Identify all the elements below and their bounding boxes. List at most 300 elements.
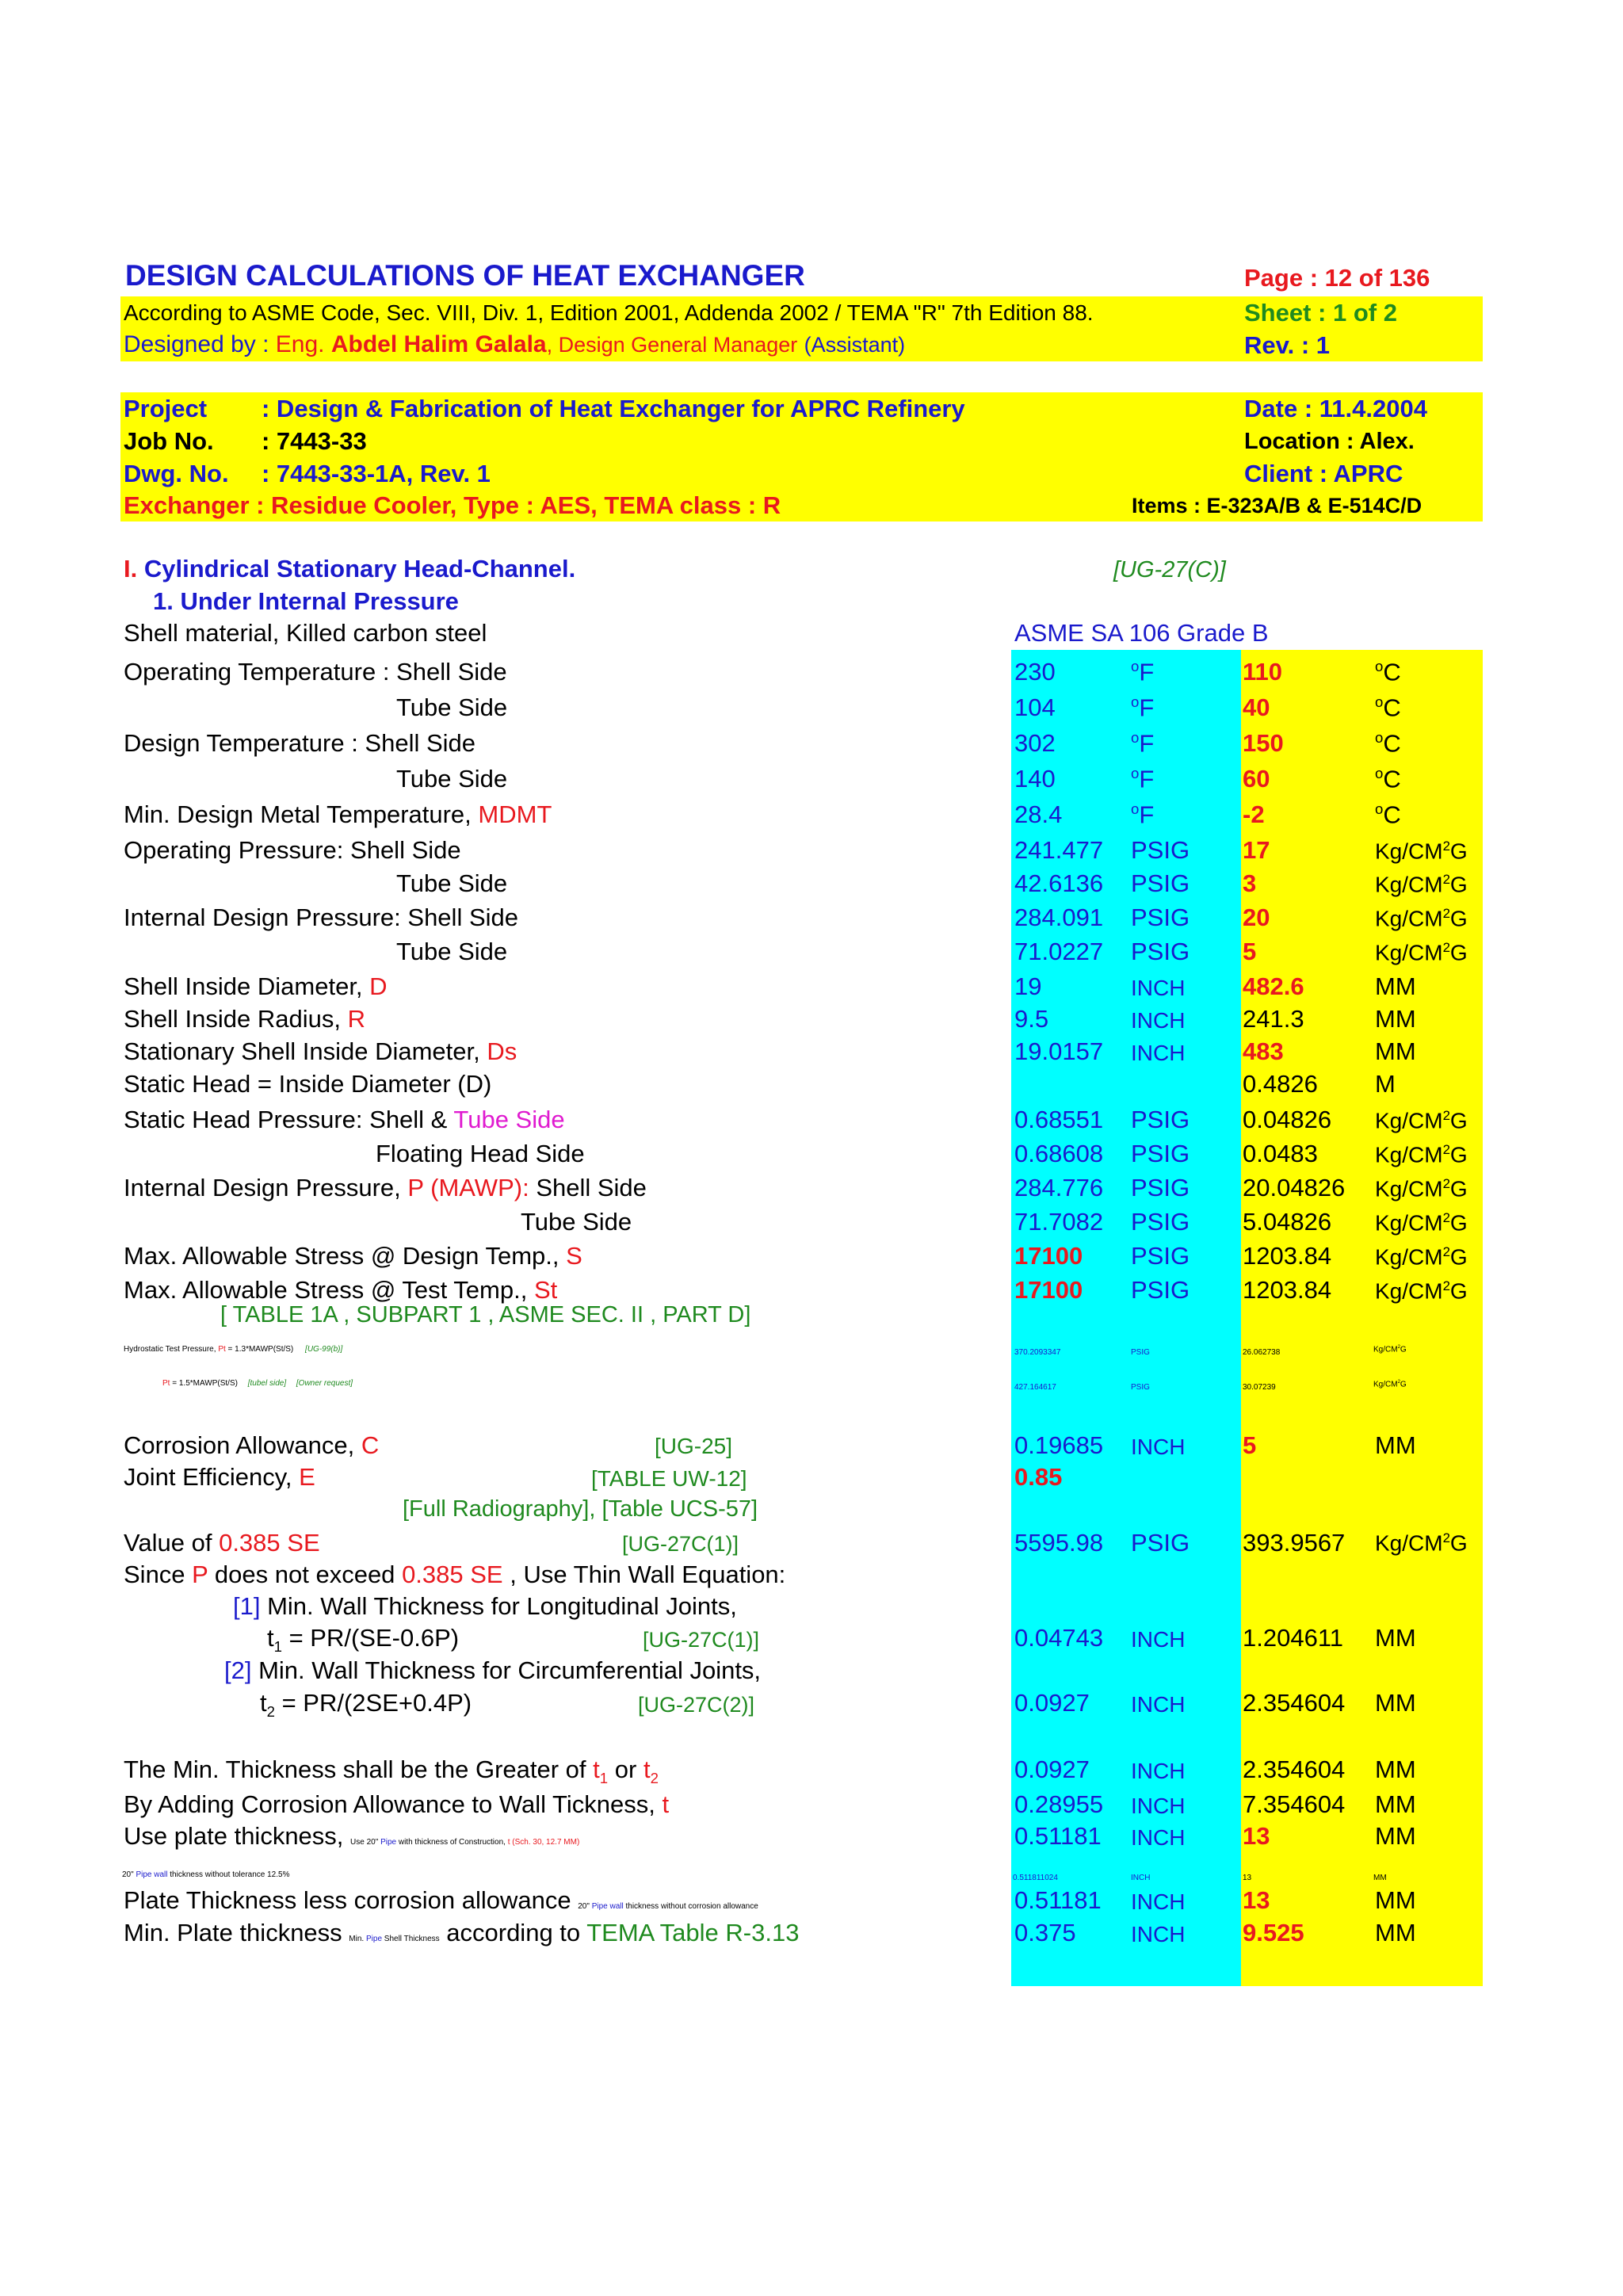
row-value-imperial-text: 0.68608 <box>1014 1140 1104 1167</box>
date-label: Date <box>1244 395 1298 422</box>
row-value-metric-text: -2 <box>1243 800 1265 828</box>
row-value-imperial-text: 19.0157 <box>1014 1037 1104 1065</box>
date-value: : 11.4.2004 <box>1304 395 1427 422</box>
row-value-metric <box>1243 836 1270 865</box>
row-value-metric <box>1243 765 1270 793</box>
row-unit-metric-text: Kg/CM <box>1375 1142 1443 1167</box>
row-label-tube-side: Tube Side <box>453 1106 565 1133</box>
hydro-v1a: 370.2093347 <box>1014 1348 1061 1357</box>
use-plate-u1: INCH <box>1131 1825 1186 1850</box>
row-label-text: Tube Side <box>396 938 508 965</box>
circ-num: [2] <box>224 1656 252 1684</box>
row-unit-imperial-text: PSIG <box>1131 904 1190 931</box>
row-label <box>124 1276 557 1305</box>
row-unit-metric-text: C <box>1383 693 1401 722</box>
dwg-value: : 7443-33-1A, Rev. 1 <box>262 460 491 487</box>
row-unit-metric: $Kg/CM^2G$ <box>1375 872 1468 897</box>
t2-eq: = PR/(2SE+0.4P) <box>281 1689 472 1717</box>
value-se-text: Value of <box>124 1529 212 1557</box>
client-label: Client <box>1244 460 1313 487</box>
row-unit-metric: $Kg/CM^2G$ <box>1375 940 1468 965</box>
row-unit-metric: $Kg/CM^2G$ <box>1375 1210 1468 1236</box>
row-label <box>124 1037 517 1066</box>
less-corr-v2: 13 <box>1243 1886 1270 1914</box>
circumferential-line <box>224 1656 761 1685</box>
t1-ref: [UG-27C(1)] <box>643 1628 760 1652</box>
row-unit-imperial <box>1131 1106 1190 1134</box>
row-value-imperial-text: 241.477 <box>1014 836 1104 864</box>
row-unit-metric-text: Kg/CM <box>1375 1244 1443 1270</box>
row-label <box>396 869 507 898</box>
corrosion-u2: MM <box>1375 1431 1416 1459</box>
less-corr-note-a: 20" <box>578 1902 590 1911</box>
row-value-metric <box>1243 1174 1345 1202</box>
hydro-v1b: 26.062738 <box>1243 1348 1281 1357</box>
min-plate-u2: MM <box>1375 1919 1416 1946</box>
row-label <box>124 800 552 829</box>
hydro-u1a: PSIG <box>1131 1348 1150 1357</box>
t1-v2: 1.204611 <box>1243 1624 1343 1652</box>
row-label-text: Tube Side <box>396 869 508 897</box>
row-label <box>396 765 507 793</box>
row-unit-imperial-text: PSIG <box>1131 938 1190 965</box>
adding-text: By Adding Corrosion Allowance to Wall Tickness, <box>124 1790 655 1818</box>
corrosion-text: Corrosion Allowance, <box>124 1431 355 1459</box>
row-label-symbol: D <box>369 972 388 1000</box>
row-value-imperial-text: 17100 <box>1014 1242 1083 1270</box>
pipe-wall-u2: MM <box>1373 1874 1387 1882</box>
sheet-value: : 1 of 2 <box>1318 299 1397 327</box>
row-unit-imperial-text: PSIG <box>1131 1242 1190 1270</box>
section-ref: [UG-27(C)] <box>1113 557 1226 583</box>
row-value-imperial <box>1014 1106 1103 1134</box>
row-label-text: Stationary Shell Inside Diameter, <box>124 1037 480 1065</box>
row-value-imperial <box>1014 972 1041 1001</box>
row-unit-imperial <box>1131 976 1185 1001</box>
row-value-metric <box>1243 800 1265 829</box>
row-label <box>124 836 461 865</box>
use-plate-v2: 13 <box>1243 1822 1270 1850</box>
row-value-imperial <box>1014 765 1056 793</box>
min-plate-tema: TEMA Table R-3.13 <box>586 1919 800 1946</box>
row-value-metric <box>1243 972 1304 1001</box>
joint-ref: [TABLE UW-12] <box>591 1466 747 1491</box>
client-value: : APRC <box>1319 460 1403 487</box>
min-plate-line <box>124 1919 799 1947</box>
since-a: Since <box>124 1561 185 1588</box>
pipe-wall-v2: 13 <box>1243 1874 1252 1882</box>
value-se-v2: 393.9567 <box>1243 1529 1346 1557</box>
row-unit-imperial-text: F <box>1139 729 1155 758</box>
adding-v2: 7.354604 <box>1243 1790 1346 1818</box>
greater-v2: 2.354604 <box>1243 1755 1346 1783</box>
date <box>1244 395 1427 423</box>
designed-eng: Eng. <box>275 331 325 357</box>
row-value-imperial-text: 0.68551 <box>1014 1106 1104 1133</box>
use-plate-text: Use plate thickness, <box>124 1822 344 1850</box>
row-label <box>124 904 518 932</box>
row-value-imperial <box>1014 693 1056 722</box>
hydro-u1b: $Kg/CM^2G$ <box>1373 1345 1407 1354</box>
row-value-imperial-text: 284.091 <box>1014 904 1104 931</box>
row-unit-metric: $Kg/CM^2G$ <box>1375 1108 1468 1133</box>
row-value-metric-text: 482.6 <box>1243 972 1304 1000</box>
use-plate-note-c: with thickness of Construction, <box>398 1838 506 1847</box>
row-unit-imperial <box>1131 1041 1185 1066</box>
pipe-wall-v1: 0.511811024 <box>1013 1874 1058 1882</box>
use-plate-note-b: Pipe <box>380 1838 397 1847</box>
row-label-text: Operating Temperature : Shell Side <box>124 658 507 686</box>
row-label-text: Min. Design Metal Temperature, <box>124 800 472 828</box>
row-value-metric-text: 5.04826 <box>1243 1208 1332 1236</box>
corrosion-label <box>124 1431 379 1460</box>
row-value-metric-text: 20 <box>1243 904 1270 931</box>
row-value-metric-text: 150 <box>1243 729 1284 757</box>
corrosion-v2: 5 <box>1243 1431 1257 1459</box>
hydro-u2b-text: Kg/CM <box>1373 1380 1398 1389</box>
row-value-imperial-text: 28.4 <box>1014 800 1063 828</box>
designed-prefix: Designed by : <box>124 331 269 357</box>
items-line: Items : E-323A/B & E-514C/D <box>1132 494 1423 518</box>
row-value-imperial-text: 19 <box>1014 972 1042 1000</box>
client <box>1244 460 1403 488</box>
hydro-v2b: 30.07239 <box>1243 1383 1276 1392</box>
row-unit-metric: $^o$C <box>1375 693 1401 722</box>
less-corr-line <box>124 1886 758 1915</box>
row-unit-imperial-text: INCH <box>1131 1041 1186 1065</box>
adding-u1: INCH <box>1131 1794 1186 1818</box>
row-unit-metric-text: MM <box>1375 1037 1416 1065</box>
row-value-imperial <box>1014 869 1103 898</box>
row-unit-imperial-text: PSIG <box>1131 836 1190 864</box>
t1-v1: 0.04743 <box>1014 1624 1104 1652</box>
min-plate-u1: INCH <box>1131 1922 1186 1946</box>
row-label <box>376 1140 585 1168</box>
section-title <box>124 555 575 583</box>
hydro-label: Hydrostatic Test Pressure, <box>124 1345 216 1354</box>
row-label-text: Static Head = Inside Diameter (D) <box>124 1070 492 1098</box>
less-corr-u1: INCH <box>1131 1889 1186 1914</box>
value-se-ref: [UG-27C(1)] <box>622 1532 739 1556</box>
less-corr-u2: MM <box>1375 1886 1416 1914</box>
row-unit-metric-text: C <box>1383 765 1401 793</box>
row-unit-imperial <box>1131 1208 1190 1236</box>
min-plate-v1: 0.375 <box>1014 1919 1076 1946</box>
less-corr-v1: 0.51181 <box>1014 1886 1102 1914</box>
less-corr-note-c: thickness without corrosion allowance <box>625 1902 758 1911</box>
revision <box>1244 331 1330 360</box>
row-value-imperial <box>1014 938 1103 966</box>
row-unit-metric: $Kg/CM^2G$ <box>1375 906 1468 931</box>
row-unit-imperial <box>1131 869 1190 898</box>
joint-v1: 0.85 <box>1014 1463 1063 1491</box>
row-unit-metric-text: Kg/CM <box>1375 940 1443 965</box>
rev-value: : 1 <box>1300 331 1330 359</box>
value-se-label <box>124 1529 320 1557</box>
row-unit-metric-text: Kg/CM <box>1375 872 1443 897</box>
hydro-u2b: $Kg/CM^2G$ <box>1373 1380 1407 1389</box>
row-value-imperial-text: 71.7082 <box>1014 1208 1104 1236</box>
t1-u1: INCH <box>1131 1627 1186 1652</box>
row-unit-imperial-text: F <box>1139 800 1155 829</box>
row-label-symbol: MDMT <box>478 800 552 828</box>
row-value-imperial-text: 284.776 <box>1014 1174 1104 1201</box>
joint-label <box>124 1463 315 1492</box>
row-unit-imperial <box>1131 1242 1190 1270</box>
joint-text: Joint Efficiency, <box>124 1463 292 1491</box>
row-label-text: Tube Side <box>521 1208 632 1236</box>
row-label-text: Shell Inside Diameter, <box>124 972 363 1000</box>
row-unit-imperial <box>1131 1174 1190 1202</box>
row-label <box>124 1174 647 1202</box>
row-unit-metric: $Kg/CM^2G$ <box>1375 839 1468 864</box>
material-value: ASME SA 106 Grade B <box>1014 619 1269 647</box>
greater-t2: t <box>643 1755 651 1783</box>
min-plate-note-c: Shell Thickness <box>384 1935 440 1943</box>
row-unit-metric-text: Kg/CM <box>1375 839 1443 864</box>
row-label <box>124 1005 365 1033</box>
project-value: : Design & Fabrication of Heat Exchanger for APRC Refinery <box>262 395 965 422</box>
row-value-imperial <box>1014 1005 1048 1033</box>
min-plate-tail: according to <box>446 1919 581 1946</box>
row-unit-imperial: $^o$F <box>1131 658 1155 686</box>
t1-equation: $t_1 = PR/(SE-0.6P)$ <box>267 1624 460 1656</box>
rev-label: Rev. <box>1244 331 1295 359</box>
circ-text: Min. Wall Thickness for Circumferential Joints, <box>258 1656 762 1684</box>
row-unit-imperial <box>1131 1008 1185 1033</box>
since-c: , Use Thin Wall Equation: <box>510 1561 786 1588</box>
row-unit-imperial-text: PSIG <box>1131 1276 1190 1304</box>
value-se-u1: PSIG <box>1131 1529 1190 1557</box>
since-line <box>124 1561 785 1589</box>
row-unit-imperial: $^o$F <box>1131 800 1155 829</box>
sheet-label: Sheet <box>1244 299 1312 327</box>
location: Location : Alex. <box>1244 429 1415 454</box>
pipe-wall-u1: INCH <box>1131 1874 1151 1882</box>
row-unit-metric-text: C <box>1383 800 1401 829</box>
designed-by <box>124 331 905 358</box>
since-b: does not exceed <box>214 1561 395 1588</box>
row-value-imperial <box>1014 836 1103 865</box>
value-se-u2-text: Kg/CM <box>1375 1530 1443 1556</box>
row-unit-metric-text: MM <box>1375 972 1416 1000</box>
row-value-metric-text: 40 <box>1243 693 1270 721</box>
row-unit-imperial <box>1131 1140 1190 1168</box>
row-label-text: Max. Allowable Stress @ Test Temp., <box>124 1276 528 1304</box>
row-unit-imperial-text: PSIG <box>1131 1140 1190 1167</box>
row-unit-imperial <box>1131 904 1190 932</box>
row-label-text: Floating Head Side <box>376 1140 585 1167</box>
row-unit-imperial: $^o$F <box>1131 729 1155 758</box>
job-value: : 7443-33 <box>262 427 367 455</box>
row-unit-metric: $Kg/CM^2G$ <box>1375 1176 1468 1201</box>
row-unit-imperial-text: PSIG <box>1131 1106 1190 1133</box>
longitudinal-line <box>233 1592 737 1621</box>
pipe-wall-line <box>122 1870 289 1879</box>
row-label-text: Shell Inside Radius, <box>124 1005 341 1033</box>
row-value-metric <box>1243 1208 1331 1236</box>
row-value-imperial-text: 42.6136 <box>1014 869 1104 897</box>
row-value-metric <box>1243 1037 1284 1066</box>
row-label-tail: Shell Side <box>536 1174 647 1201</box>
use-plate-v1: 0.51181 <box>1014 1822 1102 1850</box>
row-value-imperial-text: 71.0227 <box>1014 938 1104 965</box>
subsection-title: 1. Under Internal Pressure <box>153 587 459 615</box>
greater-t1: t <box>593 1755 600 1783</box>
greater-a: The Min. Thickness shall be the Greater of <box>124 1755 586 1783</box>
row-value-metric <box>1243 658 1282 686</box>
row-unit-imperial: $^o$F <box>1131 765 1155 793</box>
corrosion-u1: INCH <box>1131 1435 1186 1459</box>
greater-v1: 0.0927 <box>1014 1755 1090 1783</box>
project-label: Project <box>124 395 208 422</box>
row-value-imperial <box>1014 729 1056 758</box>
code-line: According to ASME Code, Sec. VIII, Div. 1, Edition 2001, Addenda 2002 / TEMA "R" 7th Edition 88. <box>124 300 1094 325</box>
row-label-text: Tube Side <box>396 765 508 793</box>
sheet-number <box>1244 299 1397 327</box>
job-label: Job No. <box>124 427 214 455</box>
row-value-metric-text: 5 <box>1243 938 1257 965</box>
designed-assist: (Assistant) <box>804 333 906 357</box>
row-value-imperial <box>1014 1037 1103 1066</box>
exchanger-line: Exchanger : Residue Cooler, Type : AES, TEMA class : R <box>124 491 781 519</box>
row-unit-imperial-text: F <box>1139 658 1155 686</box>
t2-v2: 2.354604 <box>1243 1689 1346 1717</box>
row-value-metric <box>1243 938 1256 966</box>
row-value-imperial <box>1014 800 1062 829</box>
min-plate-v2: 9.525 <box>1243 1919 1304 1946</box>
hydro-u2a: PSIG <box>1131 1383 1150 1392</box>
row-value-imperial-text: 9.5 <box>1014 1005 1049 1033</box>
hydro-v2a: 427.164617 <box>1014 1383 1056 1392</box>
row-value-metric <box>1243 869 1256 898</box>
row-value-metric-text: 3 <box>1243 869 1257 897</box>
row-value-imperial <box>1014 1140 1103 1168</box>
hydro2-ref2: [Owner request] <box>296 1379 353 1388</box>
row-label <box>124 729 475 758</box>
row-unit-metric <box>1375 1070 1396 1098</box>
t1-u2: MM <box>1375 1624 1416 1652</box>
row-value-metric <box>1243 1005 1304 1033</box>
min-plate-text: Min. Plate thickness <box>124 1919 342 1946</box>
row-unit-imperial-text: PSIG <box>1131 1208 1190 1236</box>
value-se-symbol: 0.385 SE <box>219 1529 320 1557</box>
row-value-imperial <box>1014 658 1056 686</box>
row-value-metric-text: 110 <box>1243 658 1283 686</box>
radiography-ref: [Full Radiography], [Table UCS-57] <box>403 1496 758 1522</box>
row-value-metric-text: 1203.84 <box>1243 1242 1332 1270</box>
row-value-metric-text: 60 <box>1243 765 1270 793</box>
row-label-symbol: P (MAWP): <box>407 1174 529 1201</box>
joint-symbol: E <box>299 1463 315 1491</box>
use-plate-note-a: Use 20" <box>350 1838 379 1847</box>
less-corr-note-b: Pipe wall <box>591 1902 624 1911</box>
hydro2-pt: Pt <box>162 1379 170 1388</box>
use-plate-note-d: t (Sch. 30, 12.7 MM) <box>507 1838 580 1847</box>
row-unit-metric: $^o$C <box>1375 729 1401 758</box>
adding-t: t <box>662 1790 670 1818</box>
adding-v1: 0.28955 <box>1014 1790 1104 1818</box>
doc-title: DESIGN CALCULATIONS OF HEAT EXCHANGER <box>125 259 805 292</box>
row-value-metric <box>1243 1276 1331 1305</box>
row-unit-imperial-text: INCH <box>1131 1008 1186 1033</box>
row-unit-metric-text: Kg/CM <box>1375 1278 1443 1304</box>
row-label-symbol: St <box>533 1276 558 1304</box>
row-value-metric <box>1243 1140 1318 1168</box>
row-label-text: Static Head Pressure: Shell & <box>124 1106 448 1133</box>
row-unit-metric-text: Kg/CM <box>1375 1108 1443 1133</box>
use-plate-line <box>124 1822 579 1851</box>
hydro-eq: = 1.3*MAWP(St/S) <box>227 1345 294 1354</box>
row-unit-metric: $Kg/CM^2G$ <box>1375 1244 1468 1270</box>
row-unit-metric: $^o$C <box>1375 765 1401 793</box>
row-label-symbol: Ds <box>487 1037 517 1065</box>
t2-ref: [UG-27C(2)] <box>638 1693 755 1717</box>
corrosion-ref: [UG-25] <box>655 1434 733 1458</box>
row-unit-metric-text: M <box>1375 1070 1396 1098</box>
row-unit-metric-text: C <box>1383 658 1401 686</box>
row-unit-imperial-text: F <box>1139 765 1155 793</box>
row-value-metric <box>1243 729 1284 758</box>
use-plate-u2: MM <box>1375 1822 1416 1850</box>
section-text: Cylindrical Stationary Head-Channel. <box>143 555 576 583</box>
since-p: P <box>192 1561 208 1588</box>
row-value-metric-text: 0.4826 <box>1243 1070 1318 1098</box>
row-value-metric <box>1243 1070 1318 1098</box>
row-value-metric-text: 0.0483 <box>1243 1140 1318 1167</box>
row-value-metric <box>1243 904 1270 932</box>
row-unit-metric-text: Kg/CM <box>1375 906 1443 931</box>
row-value-imperial <box>1014 1208 1103 1236</box>
since-se: 0.385 SE <box>402 1561 503 1588</box>
row-unit-metric: $Kg/CM^2G$ <box>1375 1142 1468 1167</box>
row-unit-imperial-text: PSIG <box>1131 869 1190 897</box>
row-unit-imperial: $^o$F <box>1131 693 1155 722</box>
row-unit-imperial-text: PSIG <box>1131 1174 1190 1201</box>
row-value-imperial-text: 140 <box>1014 765 1056 793</box>
row-unit-metric-text: MM <box>1375 1005 1416 1033</box>
row-label <box>124 1242 582 1270</box>
row-label-text: Operating Pressure: Shell Side <box>124 836 461 864</box>
row-unit-metric <box>1375 1037 1416 1066</box>
row-label-text: Tube Side <box>396 693 508 721</box>
page-number <box>1244 264 1430 292</box>
min-plate-note-a: Min. <box>349 1935 365 1943</box>
value-se-u2: $Kg/CM^2G$ <box>1375 1530 1468 1556</box>
designed-name: Abdel Halim Galala <box>330 331 547 357</box>
corrosion-symbol: C <box>361 1431 380 1459</box>
row-value-imperial-text: 17100 <box>1014 1276 1083 1304</box>
row-unit-metric-text: C <box>1383 729 1401 758</box>
adding-line <box>124 1790 669 1819</box>
hydro-line-1 <box>124 1345 342 1354</box>
t2-u2: MM <box>1375 1689 1416 1717</box>
page-value: : 12 of 136 <box>1309 264 1430 292</box>
hydro-u1b-text: Kg/CM <box>1373 1345 1398 1354</box>
row-value-metric <box>1243 693 1270 722</box>
t1-eq: = PR/(SE-0.6P) <box>288 1624 460 1652</box>
row-label <box>396 938 507 966</box>
row-unit-metric <box>1375 972 1416 1001</box>
row-label <box>124 1070 491 1098</box>
greater-u2: MM <box>1375 1755 1416 1783</box>
row-value-imperial <box>1014 1174 1103 1202</box>
row-value-imperial-text: 104 <box>1014 693 1056 721</box>
t2-v1: 0.0927 <box>1014 1689 1090 1717</box>
row-unit-metric-text: Kg/CM <box>1375 1176 1443 1201</box>
row-label-symbol: S <box>566 1242 582 1270</box>
t2-equation: $t_2 = PR/(2SE+0.4P)$ <box>260 1689 472 1721</box>
